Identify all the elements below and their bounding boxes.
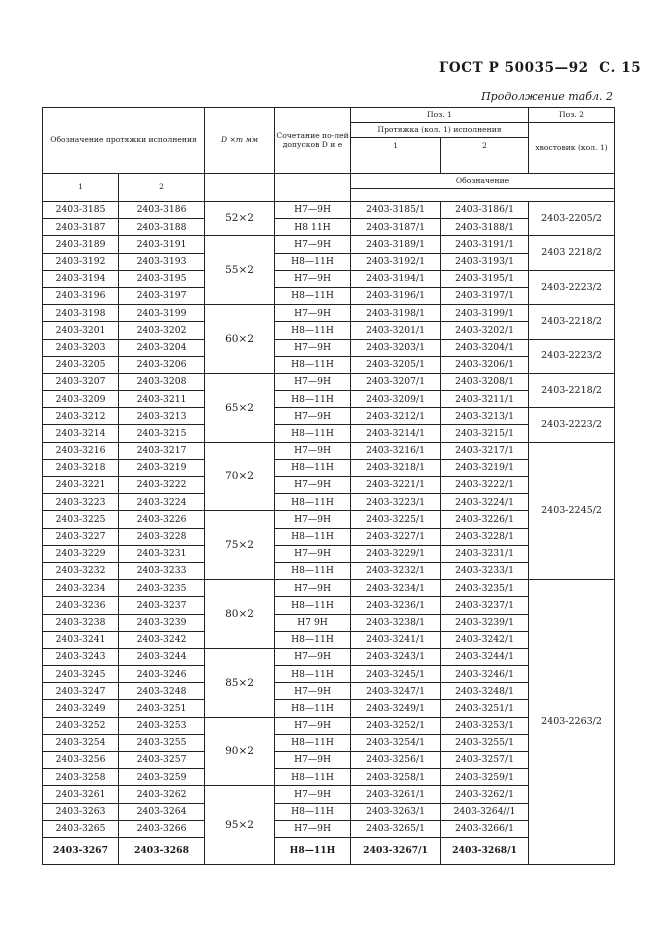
cell-tolerance: H8—11H: [275, 287, 351, 304]
cell-shank: 2403-2223/2: [529, 339, 615, 373]
cell-pos1-exec2: 2403-3253/1: [441, 717, 529, 734]
cell-tolerance: H8—11H: [275, 769, 351, 786]
cell-exec1-designation: 2403-3196: [43, 287, 119, 304]
cell-exec1-designation: 2403-3227: [43, 528, 119, 545]
cell-exec2-designation: 2403-3255: [119, 734, 205, 751]
cell-exec2-designation: 2403-3259: [119, 769, 205, 786]
cell-exec1-designation: 2403-3256: [43, 752, 119, 769]
cell-pos1-exec1: 2403-3241/1: [351, 631, 441, 648]
cell-exec2-designation: 2403-3195: [119, 270, 205, 287]
cell-pos1-exec1: 2403-3247/1: [351, 683, 441, 700]
cell-pos1-exec1: 2403-3209/1: [351, 391, 441, 408]
cell-size: 95×2: [205, 786, 275, 865]
cell-pos1-exec1: 2403-3243/1: [351, 648, 441, 665]
cell-pos1-exec1: 2403-3234/1: [351, 580, 441, 597]
cell-tolerance: H7—9H: [275, 717, 351, 734]
header-blank-tol: [275, 174, 351, 202]
cell-exec2-designation: 2403-3264: [119, 803, 205, 820]
cell-pos1-exec1: 2403-3192/1: [351, 253, 441, 270]
cell-exec2-designation: 2403-3188: [119, 219, 205, 236]
cell-pos1-exec2: 2403-3257/1: [441, 752, 529, 769]
cell-pos1-exec2: 2403-3255/1: [441, 734, 529, 751]
cell-pos1-exec1: 2403-3252/1: [351, 717, 441, 734]
cell-exec1-designation: 2403-3263: [43, 803, 119, 820]
cell-exec2-designation: 2403-3237: [119, 597, 205, 614]
cell-exec1-designation: 2403-3229: [43, 545, 119, 562]
header-tolerance-combination: Сочетание по-лей допусков D и е: [275, 108, 351, 174]
cell-tolerance: H8—11H: [275, 666, 351, 683]
cell-pos1-exec2: 2403-3251/1: [441, 700, 529, 717]
table-header: [43, 108, 615, 202]
cell-exec1-designation: 2403-3223: [43, 494, 119, 511]
cell-pos1-exec2: 2403-3219/1: [441, 459, 529, 476]
cell-exec2-designation: 2403-3228: [119, 528, 205, 545]
cell-tolerance: H8—11H: [275, 528, 351, 545]
table-row: [43, 408, 615, 425]
cell-pos1-exec2: 2403-3186/1: [441, 202, 529, 219]
cell-exec2-designation: 2403-3253: [119, 717, 205, 734]
cell-size: 75×2: [205, 511, 275, 580]
cell-shank: 2403-2223/2: [529, 408, 615, 442]
cell-pos1-exec1: 2403-3194/1: [351, 270, 441, 287]
cell-tolerance: H8—11H: [275, 597, 351, 614]
cell-pos1-exec2: 2403-3268/1: [441, 837, 529, 864]
cell-exec2-designation: 2403-3191: [119, 236, 205, 253]
header-designation-spacer: [351, 189, 615, 202]
cell-pos1-exec2: 2403-3244/1: [441, 648, 529, 665]
cell-exec1-designation: 2403-3189: [43, 236, 119, 253]
cell-tolerance: H7—9H: [275, 820, 351, 837]
cell-pos1-exec1: 2403-3196/1: [351, 287, 441, 304]
header-col2: 2: [119, 174, 205, 202]
cell-pos1-exec1: 2403-3185/1: [351, 202, 441, 219]
cell-exec1-designation: 2403-3192: [43, 253, 119, 270]
cell-pos1-exec2: 2403-3191/1: [441, 236, 529, 253]
cell-exec2-designation: 2403-3199: [119, 305, 205, 322]
cell-pos1-exec1: 2403-3229/1: [351, 545, 441, 562]
cell-pos1-exec2: 2403-3193/1: [441, 253, 529, 270]
cell-tolerance: H7—9H: [275, 580, 351, 597]
table-row: [43, 270, 615, 287]
header-exec2: 2: [441, 138, 529, 174]
cell-tolerance: H8—11H: [275, 391, 351, 408]
cell-exec2-designation: 2403-3233: [119, 562, 205, 579]
cell-pos1-exec1: 2403-3216/1: [351, 442, 441, 459]
cell-pos1-exec1: 2403-3207/1: [351, 373, 441, 390]
cell-tolerance: H8—11H: [275, 734, 351, 751]
cell-pos1-exec2: 2403-3206/1: [441, 356, 529, 373]
cell-pos1-exec1: 2403-3218/1: [351, 459, 441, 476]
cell-exec2-designation: 2403-3193: [119, 253, 205, 270]
cell-exec2-designation: 2403-3239: [119, 614, 205, 631]
cell-size: 85×2: [205, 648, 275, 717]
table-row: [43, 580, 615, 597]
cell-exec1-designation: 2403-3258: [43, 769, 119, 786]
cell-pos1-exec2: 2403-3195/1: [441, 270, 529, 287]
cell-pos1-exec2: 2403-3199/1: [441, 305, 529, 322]
cell-size: 70×2: [205, 442, 275, 511]
cell-pos1-exec1: 2403-3232/1: [351, 562, 441, 579]
cell-exec2-designation: 2403-3248: [119, 683, 205, 700]
cell-exec1-designation: 2403-3245: [43, 666, 119, 683]
cell-tolerance: H7—9H: [275, 305, 351, 322]
cell-exec2-designation: 2403-3257: [119, 752, 205, 769]
header-col1: 1: [43, 174, 119, 202]
cell-tolerance: H7—9H: [275, 545, 351, 562]
cell-tolerance: H7 9H: [275, 614, 351, 631]
cell-exec2-designation: 2403-3222: [119, 477, 205, 494]
cell-exec1-designation: 2403-3267: [43, 837, 119, 864]
cell-exec1-designation: 2403-3185: [43, 202, 119, 219]
cell-exec2-designation: 2403-3219: [119, 459, 205, 476]
cell-pos1-exec2: 2403-3226/1: [441, 511, 529, 528]
cell-exec2-designation: 2403-3197: [119, 287, 205, 304]
table-row: [43, 442, 615, 459]
cell-tolerance: H7—9H: [275, 648, 351, 665]
cell-shank: 2403-2263/2: [529, 580, 615, 865]
cell-exec2-designation: 2403-3206: [119, 356, 205, 373]
cell-shank: 2403-2205/2: [529, 202, 615, 236]
cell-exec2-designation: 2403-3226: [119, 511, 205, 528]
header-d-mm: D ×m мм: [205, 108, 275, 174]
cell-tolerance: H8—11H: [275, 459, 351, 476]
cell-pos1-exec2: 2403-3224/1: [441, 494, 529, 511]
cell-tolerance: H7—9H: [275, 752, 351, 769]
cell-tolerance: H8—11H: [275, 253, 351, 270]
cell-tolerance: H7—9H: [275, 373, 351, 390]
cell-exec1-designation: 2403-3194: [43, 270, 119, 287]
cell-tolerance: H7—9H: [275, 270, 351, 287]
cell-tolerance: H7—9H: [275, 408, 351, 425]
cell-pos1-exec1: 2403-3203/1: [351, 339, 441, 356]
cell-pos1-exec1: 2403-3265/1: [351, 820, 441, 837]
cell-tolerance: H8—11H: [275, 837, 351, 864]
cell-tolerance: H8—11H: [275, 631, 351, 648]
cell-exec1-designation: 2403-3203: [43, 339, 119, 356]
cell-tolerance: H7—9H: [275, 477, 351, 494]
cell-exec1-designation: 2403-3207: [43, 373, 119, 390]
cell-pos1-exec1: 2403-3263/1: [351, 803, 441, 820]
table-row: [43, 373, 615, 390]
cell-exec2-designation: 2403-3213: [119, 408, 205, 425]
cell-pos1-exec1: 2403-3261/1: [351, 786, 441, 803]
cell-exec1-designation: 2403-3216: [43, 442, 119, 459]
cell-pos1-exec2: 2403-3231/1: [441, 545, 529, 562]
cell-exec2-designation: 2403-3246: [119, 666, 205, 683]
cell-pos1-exec2: 2403-3211/1: [441, 391, 529, 408]
cell-tolerance: H8—11H: [275, 425, 351, 442]
cell-exec1-designation: 2403-3198: [43, 305, 119, 322]
cell-size: 55×2: [205, 236, 275, 305]
cell-pos1-exec2: 2403-3202/1: [441, 322, 529, 339]
cell-pos1-exec1: 2403-3267/1: [351, 837, 441, 864]
cell-exec1-designation: 2403-3241: [43, 631, 119, 648]
cell-tolerance: H7—9H: [275, 786, 351, 803]
cell-exec2-designation: 2403-3251: [119, 700, 205, 717]
cell-exec2-designation: 2403-3224: [119, 494, 205, 511]
header-designation: Обозначение: [351, 174, 615, 189]
cell-exec2-designation: 2403-3235: [119, 580, 205, 597]
header-pos1: Поз. 1: [351, 108, 529, 123]
cell-pos1-exec1: 2403-3205/1: [351, 356, 441, 373]
cell-pos1-exec1: 2403-3223/1: [351, 494, 441, 511]
cell-shank: 2403-2218/2: [529, 305, 615, 339]
cell-pos1-exec2: 2403-3197/1: [441, 287, 529, 304]
cell-exec2-designation: 2403-3231: [119, 545, 205, 562]
cell-exec1-designation: 2403-3205: [43, 356, 119, 373]
cell-pos1-exec2: 2403-3262/1: [441, 786, 529, 803]
cell-pos1-exec2: 2403-3208/1: [441, 373, 529, 390]
cell-tolerance: H7—9H: [275, 442, 351, 459]
cell-exec2-designation: 2403-3208: [119, 373, 205, 390]
cell-pos1-exec1: 2403-3198/1: [351, 305, 441, 322]
cell-shank: 2403 2218/2: [529, 236, 615, 270]
cell-exec2-designation: 2403-3202: [119, 322, 205, 339]
cell-pos1-exec1: 2403-3201/1: [351, 322, 441, 339]
cell-tolerance: H8—11H: [275, 322, 351, 339]
cell-pos1-exec2: 2403-3237/1: [441, 597, 529, 614]
cell-pos1-exec2: 2403-3259/1: [441, 769, 529, 786]
cell-pos1-exec1: 2403-3189/1: [351, 236, 441, 253]
cell-tolerance: H7—9H: [275, 511, 351, 528]
cell-tolerance: H7—9H: [275, 683, 351, 700]
cell-exec1-designation: 2403-3209: [43, 391, 119, 408]
cell-pos1-exec1: 2403-3245/1: [351, 666, 441, 683]
cell-pos1-exec2: 2403-3228/1: [441, 528, 529, 545]
header-designation-execution: Обозначение протяжки исполнения: [43, 108, 205, 174]
cell-tolerance: H8 11H: [275, 219, 351, 236]
cell-exec2-designation: 2403-3211: [119, 391, 205, 408]
cell-tolerance: H7—9H: [275, 339, 351, 356]
cell-exec1-designation: 2403-3232: [43, 562, 119, 579]
cell-pos1-exec1: 2403-3238/1: [351, 614, 441, 631]
cell-shank: 2403-2245/2: [529, 442, 615, 580]
cell-pos1-exec2: 2403-3264//1: [441, 803, 529, 820]
cell-pos1-exec2: 2403-3239/1: [441, 614, 529, 631]
cell-size: 90×2: [205, 717, 275, 786]
cell-exec1-designation: 2403-3249: [43, 700, 119, 717]
cell-pos1-exec1: 2403-3258/1: [351, 769, 441, 786]
cell-pos1-exec2: 2403-3215/1: [441, 425, 529, 442]
header-shank: хвостовик (кол. 1): [529, 123, 615, 174]
table-row: [43, 339, 615, 356]
cell-exec1-designation: 2403-3252: [43, 717, 119, 734]
cell-exec1-designation: 2403-3254: [43, 734, 119, 751]
cell-exec1-designation: 2403-3218: [43, 459, 119, 476]
cell-pos1-exec1: 2403-3221/1: [351, 477, 441, 494]
header-blank-d: [205, 174, 275, 202]
page-number: С. 15: [599, 60, 642, 76]
cell-pos1-exec1: 2403-3254/1: [351, 734, 441, 751]
cell-shank: 2403-2223/2: [529, 270, 615, 304]
cell-exec1-designation: 2403-3225: [43, 511, 119, 528]
cell-exec2-designation: 2403-3268: [119, 837, 205, 864]
cell-exec1-designation: 2403-3214: [43, 425, 119, 442]
cell-exec1-designation: 2403-3261: [43, 786, 119, 803]
cell-pos1-exec2: 2403-3235/1: [441, 580, 529, 597]
table-row: [43, 305, 615, 322]
cell-exec2-designation: 2403-3186: [119, 202, 205, 219]
cell-tolerance: H7—9H: [275, 202, 351, 219]
cell-exec2-designation: 2403-3217: [119, 442, 205, 459]
cell-tolerance: H8—11H: [275, 494, 351, 511]
cell-pos1-exec2: 2403-3217/1: [441, 442, 529, 459]
cell-exec1-designation: 2403-3187: [43, 219, 119, 236]
cell-pos1-exec1: 2403-3214/1: [351, 425, 441, 442]
cell-exec1-designation: 2403-3221: [43, 477, 119, 494]
cell-pos1-exec1: 2403-3256/1: [351, 752, 441, 769]
cell-pos1-exec1: 2403-3227/1: [351, 528, 441, 545]
cell-exec2-designation: 2403-3262: [119, 786, 205, 803]
cell-exec1-designation: 2403-3247: [43, 683, 119, 700]
cell-pos1-exec2: 2403-3248/1: [441, 683, 529, 700]
cell-exec1-designation: 2403-3236: [43, 597, 119, 614]
cell-pos1-exec2: 2403-3204/1: [441, 339, 529, 356]
cell-exec2-designation: 2403-3266: [119, 820, 205, 837]
cell-tolerance: H8—11H: [275, 803, 351, 820]
cell-pos1-exec2: 2403-3266/1: [441, 820, 529, 837]
standard-number: ГОСТ Р 50035—92: [439, 60, 589, 76]
cell-pos1-exec2: 2403-3222/1: [441, 477, 529, 494]
header-exec1: 1: [351, 138, 441, 174]
cell-pos1-exec1: 2403-3225/1: [351, 511, 441, 528]
header-pos2: Поз. 2: [529, 108, 615, 123]
cell-pos1-exec2: 2403-3213/1: [441, 408, 529, 425]
cell-pos1-exec2: 2403-3233/1: [441, 562, 529, 579]
page-header: [439, 60, 641, 76]
table-body: [43, 202, 615, 865]
cell-tolerance: H7—9H: [275, 236, 351, 253]
cell-pos1-exec2: 2403-3242/1: [441, 631, 529, 648]
cell-pos1-exec2: 2403-3188/1: [441, 219, 529, 236]
cell-tolerance: H8—11H: [275, 700, 351, 717]
cell-pos1-exec2: 2403-3246/1: [441, 666, 529, 683]
cell-pos1-exec1: 2403-3187/1: [351, 219, 441, 236]
table-continuation-label: Продолжение табл. 2: [481, 90, 613, 103]
cell-pos1-exec1: 2403-3212/1: [351, 408, 441, 425]
cell-exec1-designation: 2403-3243: [43, 648, 119, 665]
cell-exec2-designation: 2403-3244: [119, 648, 205, 665]
cell-pos1-exec1: 2403-3236/1: [351, 597, 441, 614]
cell-size: 65×2: [205, 373, 275, 442]
cell-exec1-designation: 2403-3212: [43, 408, 119, 425]
cell-exec1-designation: 2403-3234: [43, 580, 119, 597]
cell-exec1-designation: 2403-3265: [43, 820, 119, 837]
cell-tolerance: H8—11H: [275, 356, 351, 373]
cell-size: 52×2: [205, 202, 275, 236]
cell-exec1-designation: 2403-3201: [43, 322, 119, 339]
cell-shank: 2403-2218/2: [529, 373, 615, 407]
cell-size: 60×2: [205, 305, 275, 374]
cell-exec1-designation: 2403-3238: [43, 614, 119, 631]
cell-exec2-designation: 2403-3204: [119, 339, 205, 356]
table-row: [43, 236, 615, 253]
broach-designation-table: [42, 107, 615, 865]
header-broach-qty: Протяжка (кол. 1) исполнения: [351, 123, 529, 138]
cell-exec2-designation: 2403-3242: [119, 631, 205, 648]
cell-size: 80×2: [205, 580, 275, 649]
table-row: [43, 202, 615, 219]
cell-tolerance: H8—11H: [275, 562, 351, 579]
cell-exec2-designation: 2403-3215: [119, 425, 205, 442]
cell-pos1-exec1: 2403-3249/1: [351, 700, 441, 717]
